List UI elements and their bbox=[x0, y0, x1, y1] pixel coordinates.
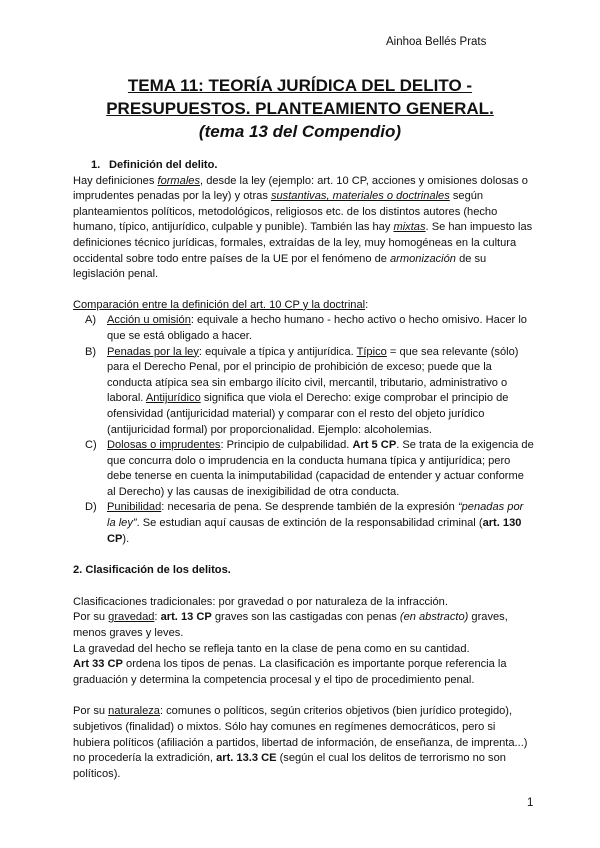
list-item-a bbox=[73, 313, 535, 344]
text-run: : necesaria de pena. Se desprende también de la expresión bbox=[161, 501, 458, 514]
text-run: : Principio de culpabilidad. bbox=[220, 439, 353, 452]
text-run: : equivale a hecho humano - hecho activo o hecho omisivo. Hacer lo que se está obligado a hacer. bbox=[107, 314, 527, 342]
list-marker: A) bbox=[85, 314, 97, 327]
text-run: significa que viola el Derecho: exige comprobar el principio de ofensividad (antijuricidad material) y comparar con el resto del objeto jurídico (antijuricidad formal) por proporcionalidad. Ejemplo: alcoholemias. bbox=[107, 392, 509, 436]
text-run: (según el cual los delitos de terrorismo no son políticos). bbox=[73, 752, 506, 780]
section-2-paragraph-2 bbox=[73, 610, 535, 641]
list-marker: B) bbox=[85, 345, 97, 358]
list-item-b bbox=[73, 345, 535, 439]
term-sustantivas: sustantivas, materiales o doctrinales bbox=[270, 190, 450, 203]
section-1-paragraph bbox=[73, 174, 535, 283]
section-1-heading bbox=[91, 158, 535, 174]
section-2-paragraph-4 bbox=[73, 657, 535, 688]
comparison-heading bbox=[73, 298, 535, 314]
text-run: : equivale a típica y antijurídica. bbox=[198, 345, 357, 358]
article-ref: art. 130 CP bbox=[107, 517, 522, 545]
comparison-label: Comparación entre la definición del art. 10 CP y la doctrinal bbox=[73, 298, 366, 311]
page-number: 1 bbox=[527, 797, 534, 809]
title-subtitle: (tema 13 del Compendio) bbox=[198, 122, 402, 141]
document-title bbox=[70, 74, 530, 143]
list-marker: D) bbox=[85, 501, 97, 514]
text-run: : bbox=[154, 611, 161, 624]
article-ref: Art 33 CP bbox=[73, 658, 123, 671]
text-run: : bbox=[365, 298, 369, 311]
text-run: Hay definiciones bbox=[73, 174, 158, 187]
title-line-1: TEMA 11: TEORÍA JURÍDICA DEL DELITO - bbox=[127, 76, 473, 95]
term-formales: formales bbox=[157, 174, 201, 187]
list-term: Dolosas o imprudentes bbox=[107, 439, 221, 452]
article-ref: Art 5 CP bbox=[352, 439, 397, 452]
text-run: . Se han impuesto las definiciones técnico jurídicas, formales, extraídas de la ley, muy homogéneas en la cultura occidental sobre todo entre países de la UE por el fenómeno de bbox=[73, 221, 533, 265]
list-item-c bbox=[73, 438, 535, 500]
term-antijuridico: Antijurídico bbox=[145, 392, 201, 405]
term-gravedad: gravedad bbox=[108, 611, 155, 624]
term-tipico: Típico bbox=[356, 345, 387, 358]
text-run: según planteamientos políticos, metodológicos, religiosos etc. de los distintos autores (hecho humano, típico, antijurídico, culpable y punible). También las hay bbox=[73, 190, 498, 234]
text-run: ). bbox=[122, 532, 130, 545]
text-run: , desde la ley (ejemplo: art. 10 CP, acciones y omisiones dolosas o imprudentes penadas por la ley) y otras bbox=[73, 174, 528, 203]
section-2-paragraph-3: La gravedad del hecho se refleja tanto en la clase de pena como en su cantidad. bbox=[73, 642, 470, 655]
section-2-heading: 2. Clasificación de los delitos. bbox=[73, 564, 231, 577]
section-2-paragraph-5 bbox=[73, 704, 535, 782]
document-body bbox=[73, 158, 535, 782]
text-run: graves son las castigadas con penas bbox=[211, 611, 400, 624]
text-run: . Se trata de la exigencia de que concurra dolo o imprudencia en la conducta humana típica y antijurídica; pero debe tenerse en cuenta la inimputabilidad (capacidad de entender y actuar conforme al Derecho) y las causas de inexigibilidad de otra conducta. bbox=[107, 439, 534, 498]
author-name: Ainhoa Bellés Prats bbox=[386, 36, 487, 48]
comparison-list bbox=[73, 313, 535, 547]
text-run: graves, menos graves y leves. bbox=[73, 611, 508, 640]
section-2-paragraph-1: Clasificaciones tradicionales: por gravedad o por naturaleza de la infracción. bbox=[73, 595, 448, 608]
text-run: Por su bbox=[73, 705, 109, 718]
text-run: . Se estudian aquí causas de extinción de la responsabilidad criminal ( bbox=[136, 517, 483, 530]
term-armonizacion: armonización bbox=[390, 252, 456, 265]
text-run: : comunes o políticos, según criterios objetivos (bien jurídico protegido), subjetivos (finalidad) o mixtos. Sólo hay comunes en regímenes democráticos, pero si hubiera políticos (afiliación a partidos, libertad de información, de enseñanza, de imprenta...) no procedería la extradición, bbox=[73, 705, 528, 765]
list-term: Acción u omisión bbox=[107, 314, 191, 327]
list-term: Punibilidad bbox=[107, 501, 162, 514]
section-1-title: Definición del delito. bbox=[109, 159, 218, 171]
term-mixtas: mixtas bbox=[393, 221, 426, 234]
text-run: de su legislación penal. bbox=[73, 252, 487, 281]
text-run: Por su bbox=[73, 611, 109, 624]
article-ref: art. 13.3 CE bbox=[216, 752, 277, 765]
quote: “penadas por la ley” bbox=[107, 501, 524, 530]
text-run: ordena los tipos de penas. La clasificación es importante porque referencia la graduación y determina la competencia procesal y el tipo de procedimiento penal. bbox=[73, 658, 507, 686]
list-term: Penadas por la ley bbox=[107, 345, 199, 358]
text-run: = que sea relevante (sólo) para el Derecho Penal, por el principio de prohibición de exceso; puede que la conducta atípica sea sin embargo ilícito civil, mercantil, tributario, administrativo o laboral. bbox=[107, 345, 519, 405]
term-abstracto: (en abstracto) bbox=[399, 611, 469, 624]
list-item-d bbox=[73, 500, 535, 547]
term-naturaleza: naturaleza bbox=[108, 705, 160, 718]
title-line-2: PRESUPUESTOS. PLANTEAMIENTO GENERAL. bbox=[106, 99, 494, 118]
section-1-number: 1. bbox=[91, 159, 101, 171]
article-ref: art. 13 CP bbox=[160, 611, 212, 624]
list-marker: C) bbox=[85, 439, 97, 452]
